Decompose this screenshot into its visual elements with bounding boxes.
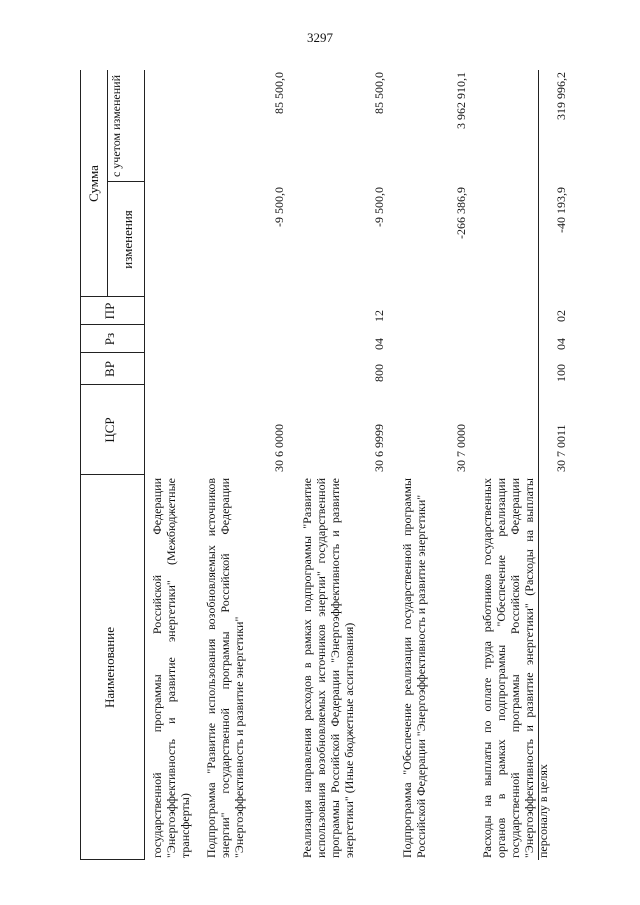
row-4-name: Подпрограмма "Обеспечение реализации государственной программы Российской Федерации "Энергоэффективность и развитие энергетики" xyxy=(400,478,428,858)
row-5-name: Расходы на выплаты по оплате труда работников государственных органов в рамках подпрограммы "Обеспечение реализации государственной программы Российской Федерации "Энергоэффективность и развитие энергетики" (Расходы на выплаты персоналу в целях xyxy=(480,478,550,858)
row-2-izm: -9 500,0 xyxy=(272,187,286,227)
row-3-s-uchetom: 85 500,0 xyxy=(372,72,386,114)
header-izm: изменения xyxy=(120,210,135,269)
row-4-s-uchetom: 3 962 910,1 xyxy=(454,72,468,129)
row-2-csr: 30 6 0000 xyxy=(272,424,286,472)
row-3-pr: 12 xyxy=(372,310,386,322)
row-3-name: Реализация направления расходов в рамках подпрограммы "Развитие использования возобновляемых источников энергии" государственной программы Российской Федерации "Энергоэффективность и развитие энергетики" (Иные бюджетные ассигнования) xyxy=(300,478,356,858)
row-3-izm: -9 500,0 xyxy=(372,187,386,227)
budget-table xyxy=(70,40,570,870)
summa-separator xyxy=(107,70,108,297)
header-separator xyxy=(144,70,145,860)
header-summa: Сумма xyxy=(86,165,101,202)
row-5-s-uchetom: 319 996,2 xyxy=(554,72,568,120)
header-rz: Рз xyxy=(102,332,117,346)
table-border-top xyxy=(80,70,81,860)
row-5-izm: -40 193,9 xyxy=(554,187,568,233)
row-1-name: государственной программы Российской Федерации "Энергоэффективность и развитие энергетики" (Межбюджетные трансферты) xyxy=(150,478,192,858)
row-3-rz: 04 xyxy=(372,338,386,350)
row-5-vr: 100 xyxy=(554,364,568,382)
header-csr: ЦСР xyxy=(102,417,117,443)
header-vr: ВР xyxy=(102,361,117,377)
header-name: Наименование xyxy=(102,627,117,708)
row-3-csr: 30 6 9999 xyxy=(372,424,386,472)
row-5-rz: 04 xyxy=(554,338,568,350)
row-4-csr: 30 7 0000 xyxy=(454,424,468,472)
header-pr: ПР xyxy=(102,302,117,320)
row-4-izm: -266 386,9 xyxy=(454,187,468,239)
row-3-vr: 800 xyxy=(372,364,386,382)
row-5-pr: 02 xyxy=(554,310,568,322)
row-5-csr: 30 7 0011 xyxy=(554,424,568,472)
row-2-name: Подпрограмма "Развитие использования возобновляемых источников энергии" государственной программы Российской Федерации "Энергоэффективность и развитие энергетики" xyxy=(204,478,246,858)
header-s-uchetom: с учетом изменений xyxy=(109,74,123,178)
page-number: 3297 xyxy=(307,30,333,45)
row-2-s-uchetom: 85 500,0 xyxy=(272,72,286,114)
